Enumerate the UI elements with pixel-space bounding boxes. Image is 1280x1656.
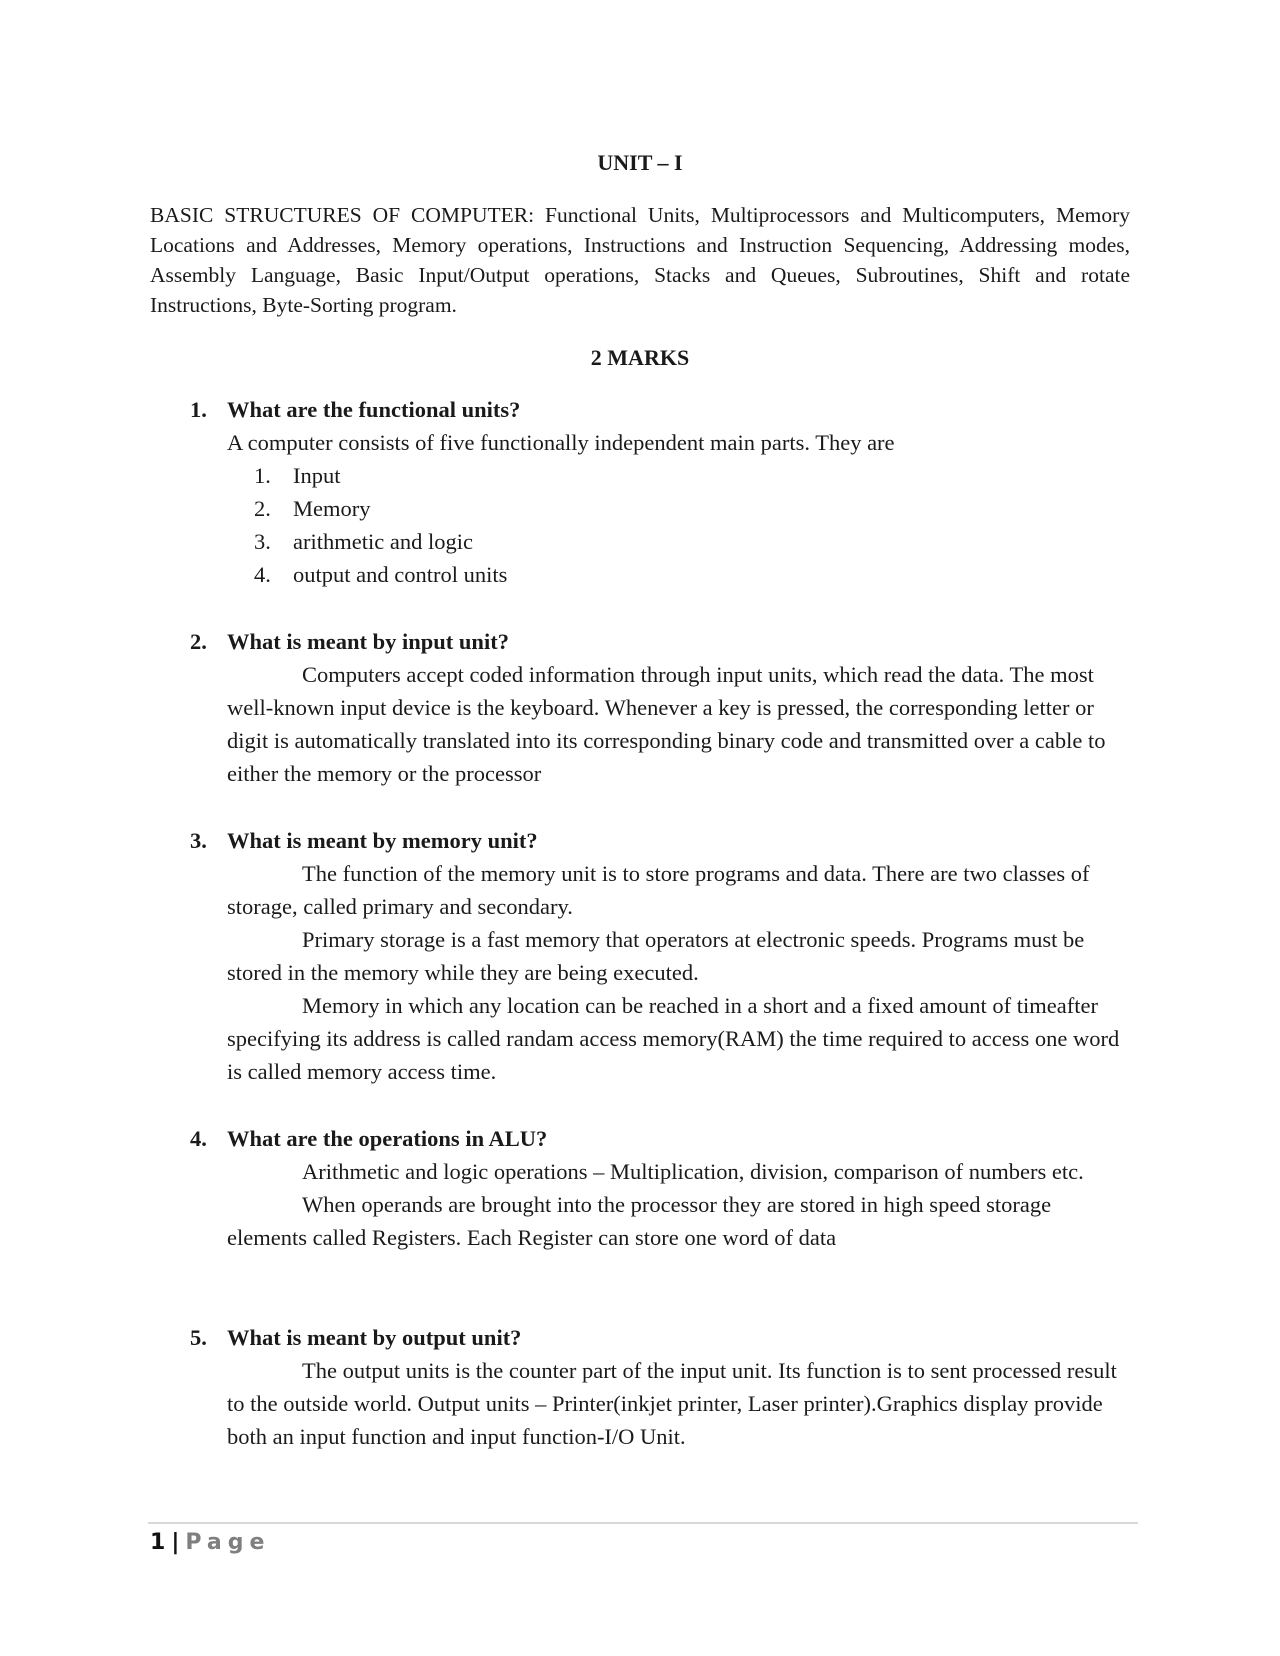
list-item xyxy=(227,558,1130,591)
answer-paragraph: When operands are brought into the processor they are stored in high speed storage elements called Registers. Each Register can store one word of data xyxy=(227,1192,1052,1250)
answer-paragraph: Arithmetic and logic operations – Multiplication, division, comparison of numbers etc. xyxy=(302,1159,1084,1184)
question-2-title xyxy=(190,625,1130,658)
question-1 xyxy=(190,393,1130,591)
list-item xyxy=(227,525,1130,558)
question-3-title xyxy=(190,824,1130,857)
question-1-answer xyxy=(227,426,1130,591)
page-footer xyxy=(150,1530,270,1555)
question-3 xyxy=(190,824,1130,1088)
answer-paragraph: The output units is the counter part of the input unit. Its function is to sent processed result to the outside world. Output units – Printer(inkjet printer, Laser printer).Graphics display provide both an input function and input function-I/O Unit. xyxy=(227,1358,1117,1449)
question-1-title xyxy=(190,393,1130,426)
question-4 xyxy=(190,1122,1130,1254)
list-item-text: Memory xyxy=(293,496,371,521)
page-label: Page xyxy=(185,1530,271,1555)
question-number: 4. xyxy=(190,1126,207,1151)
answer-paragraph: Computers accept coded information through input units, which read the data. The most well-known input device is the keyboard. Whenever a key is pressed, the corresponding letter or digit is automatically translated into its corresponding binary code and transmitted over a cable to either the memory or the processor xyxy=(227,662,1106,786)
question-text: What is meant by input unit? xyxy=(227,629,509,654)
question-5 xyxy=(190,1321,1130,1453)
list-item-number: 4. xyxy=(254,562,271,587)
unit-title: UNIT – I xyxy=(597,150,683,175)
footer-divider xyxy=(148,1522,1138,1524)
list-item-number: 2. xyxy=(254,496,271,521)
question-4-answer xyxy=(227,1155,1130,1254)
question-4-title xyxy=(190,1122,1130,1155)
functional-units-list xyxy=(227,459,1130,591)
answer-paragraph: The function of the memory unit is to store programs and data. There are two classes of storage, called primary and secondary. xyxy=(227,861,1090,919)
question-3-answer xyxy=(227,857,1130,1088)
question-text: What are the functional units? xyxy=(227,397,521,422)
answer-paragraph: Primary storage is a fast memory that operators at electronic speeds. Programs must be stored in the memory while they are being executed. xyxy=(227,927,1085,985)
question-2-answer xyxy=(227,658,1130,790)
answer-paragraph: Memory in which any location can be reached in a short and a fixed amount of timeafter specifying its address is called randam access memory(RAM) the time required to access one word is called memory access time. xyxy=(227,993,1120,1084)
list-item xyxy=(227,492,1130,525)
question-text: What are the operations in ALU? xyxy=(227,1126,548,1151)
list-item-number: 3. xyxy=(254,529,271,554)
list-item xyxy=(227,459,1130,492)
list-item-text: arithmetic and logic xyxy=(293,529,473,554)
question-number: 2. xyxy=(190,629,207,654)
question-number: 5. xyxy=(190,1325,207,1350)
question-number: 1. xyxy=(190,397,207,422)
question-text: What is meant by memory unit? xyxy=(227,828,538,853)
marks-heading: 2 MARKS xyxy=(590,345,690,370)
answer-intro: A computer consists of five functionally independent main parts. They are xyxy=(227,430,895,455)
list-item-text: output and control units xyxy=(293,562,508,587)
question-5-answer xyxy=(227,1354,1130,1453)
footer-separator: | xyxy=(171,1530,180,1555)
list-item-number: 1. xyxy=(254,463,271,488)
syllabus-paragraph: BASIC STRUCTURES OF COMPUTER: Functional Units, Multiprocessors and Multicomputers, Memory Locations and Addresses, Memory operations, Instructions and Instruction Sequencing, Addressing modes, Assembly Language, Basic Input/Output operations, Stacks and Queues, Subroutines, Shift and rotate Instructions, Byte-Sorting program. xyxy=(150,203,1130,317)
question-number: 3. xyxy=(190,828,207,853)
list-item-text: Input xyxy=(293,463,341,488)
question-2 xyxy=(190,625,1130,790)
question-5-title xyxy=(190,1321,1130,1354)
page-number: 1 xyxy=(150,1530,166,1555)
question-text: What is meant by output unit? xyxy=(227,1325,522,1350)
